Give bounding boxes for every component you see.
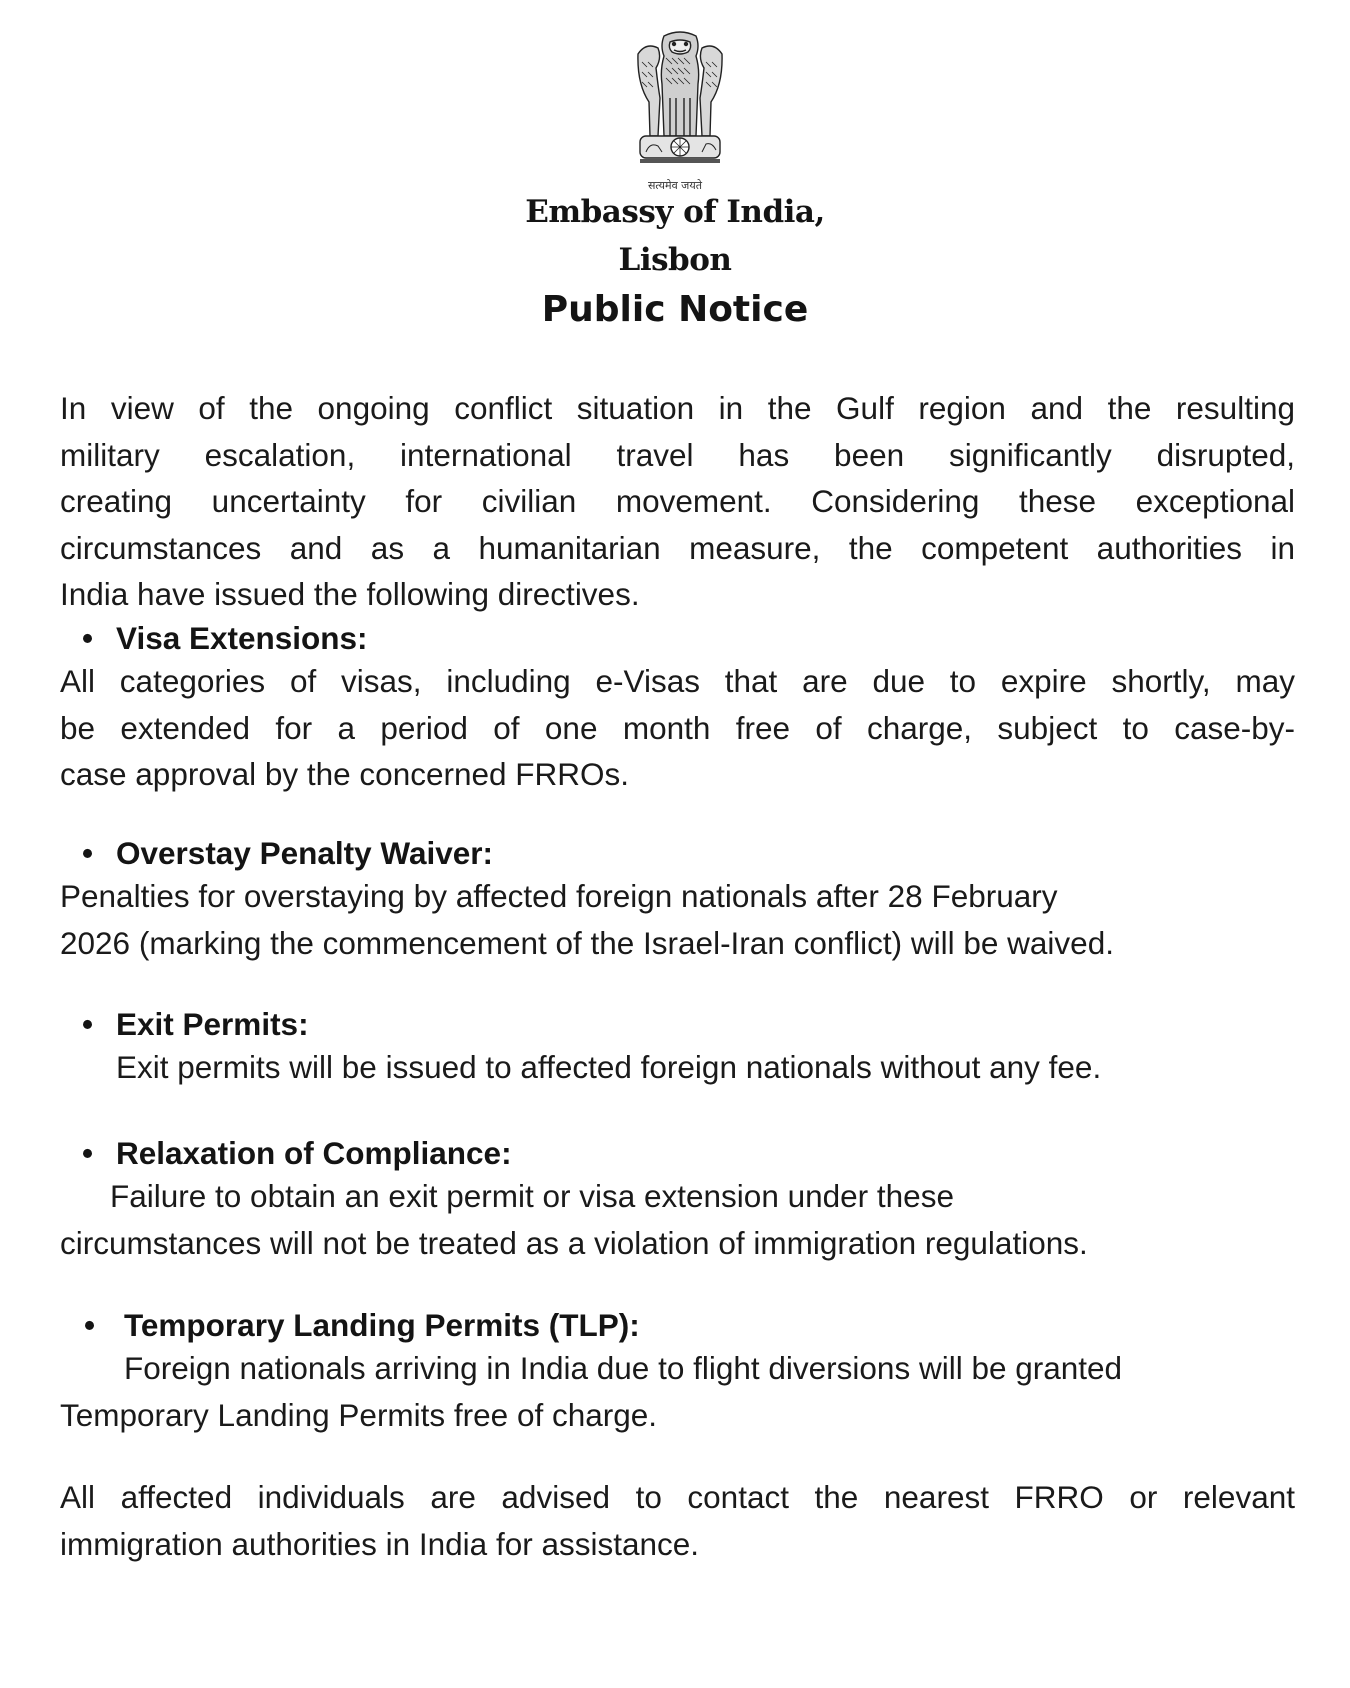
intro-line: India have issued the following directives. <box>60 576 640 612</box>
directive-heading-relaxation-of-compliance <box>82 1130 512 1177</box>
directive-body-exit-permits <box>116 1044 1350 1091</box>
embassy-city: Lisbon <box>618 242 732 278</box>
bullet-icon: • <box>82 620 94 656</box>
bullet-icon: • <box>82 1135 94 1171</box>
closing-line: All affected individuals are advised to contact the nearest FRRO or relevant <box>60 1479 1295 1515</box>
bullet-icon: • <box>82 835 94 871</box>
directive-line: 2026 (marking the commencement of the Israel-Iran conflict) will be waived. <box>60 924 1114 961</box>
directive-heading-visa-extensions <box>82 615 368 662</box>
directive-line: Penalties for overstaying by affected foreign nationals after 28 February <box>60 878 1058 914</box>
directive-heading-temporary-landing-permits <box>84 1302 640 1349</box>
closing-paragraph <box>60 1474 1295 1567</box>
directive-line: be extended for a period of one month free of charge, subject to case-by- <box>60 709 1295 746</box>
directive-heading-exit-permits <box>82 1001 309 1048</box>
motto-text: सत्यमेव जयते <box>647 179 702 192</box>
bullet-icon: • <box>82 1006 94 1042</box>
bullet-icon: • <box>84 1307 96 1343</box>
intro-line: creating uncertainty for civilian movement. Considering these exceptional <box>60 483 1295 519</box>
notice-title: Public Notice <box>541 289 809 330</box>
intro-line: In view of the ongoing conflict situation in the Gulf region and the resulting <box>60 390 1295 426</box>
directive-body-visa-extensions <box>60 658 1295 798</box>
directive-line: Failure to obtain an exit permit or visa extension under these <box>110 1178 954 1214</box>
directive-body-temporary-landing-permits <box>60 1345 1295 1438</box>
directive-heading-text: Exit Permits: <box>116 1006 309 1042</box>
closing-line: immigration authorities in India for assistance. <box>60 1525 700 1562</box>
directive-heading-text: Relaxation of Compliance: <box>116 1135 512 1171</box>
intro-line: circumstances and as a humanitarian measure, the competent authorities in <box>60 529 1295 566</box>
intro-paragraph <box>60 385 1295 618</box>
directive-line: Temporary Landing Permits free of charge. <box>60 1396 658 1433</box>
directive-body-relaxation-of-compliance <box>60 1173 1295 1266</box>
directive-heading-text: Temporary Landing Permits (TLP): <box>124 1307 640 1343</box>
directive-body-overstay-penalty-waiver <box>60 873 1295 966</box>
directive-heading-text: Visa Extensions: <box>116 620 368 656</box>
directive-line: case approval by the concerned FRROs. <box>60 756 630 792</box>
national-emblem-icon <box>630 28 730 168</box>
directive-line: Foreign nationals arriving in India due to flight diversions will be granted <box>124 1350 1123 1386</box>
directive-line: All categories of visas, including e-Visas that are due to expire shortly, may <box>60 663 1295 699</box>
intro-line: military escalation, international travel has been significantly disrupted, <box>60 436 1295 473</box>
directive-heading-text: Overstay Penalty Waiver: <box>116 835 494 871</box>
embassy-name: Embassy of India, <box>525 194 825 230</box>
directive-heading-overstay-penalty-waiver <box>82 830 493 877</box>
directive-line: Exit permits will be issued to affected foreign nationals without any fee. <box>116 1049 1102 1085</box>
directive-line: circumstances will not be treated as a violation of immigration regulations. <box>60 1224 1088 1261</box>
